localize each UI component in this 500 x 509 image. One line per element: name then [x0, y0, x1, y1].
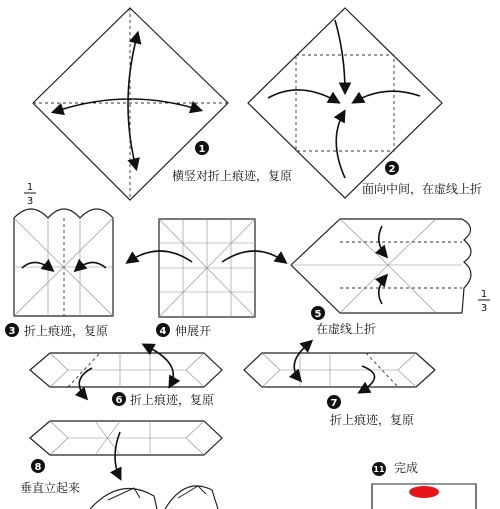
step-6-figure — [30, 348, 222, 398]
step-11-figure — [372, 484, 476, 509]
step-2-label: 面向中间，在虚线上折 — [362, 182, 483, 196]
fraction-denominator: 3 — [26, 196, 34, 207]
fraction-right-mid — [478, 289, 490, 314]
step-4-number: 4 — [159, 326, 167, 337]
step-3-badge — [5, 323, 19, 337]
step-1-label: 横竖对折上痕迹，复原 — [172, 169, 293, 183]
step-7-number: 7 — [330, 398, 338, 409]
fraction-numerator: 1 — [480, 289, 488, 300]
step-7-badge — [327, 395, 341, 409]
step-5-badge — [311, 306, 325, 320]
step-6-number: 6 — [115, 395, 123, 406]
step-6-badge — [112, 392, 126, 406]
step-4-badge — [156, 323, 170, 337]
step-3-figure — [14, 209, 113, 316]
step-3-number: 3 — [8, 326, 16, 337]
step-8-figure — [30, 421, 222, 478]
step-1-number: 1 — [198, 144, 206, 155]
step-7-figure — [244, 346, 435, 392]
step-3-label: 折上痕迹，复原 — [24, 324, 109, 338]
step-9-figure-cropped — [90, 488, 157, 509]
step-1-badge — [195, 141, 209, 155]
step-11-badge — [372, 462, 386, 476]
red-dot — [409, 486, 439, 498]
step-5-figure — [291, 219, 471, 313]
step-2-badge — [385, 161, 399, 175]
step-11-label: 完成 — [394, 461, 419, 475]
step-8-badge — [31, 459, 45, 473]
fraction-left-top — [24, 182, 36, 207]
step-4-figure — [128, 219, 285, 317]
fraction-numerator: 1 — [26, 182, 34, 193]
step-11-number: 11 — [373, 465, 385, 474]
step-8-number: 8 — [34, 462, 42, 473]
step-10-figure-cropped — [165, 486, 218, 509]
step-5-label: 在虚线上折 — [316, 322, 377, 336]
step-4-label: 伸展开 — [175, 324, 212, 338]
step-8-label: 垂直立起来 — [20, 481, 81, 495]
step-7-label: 折上痕迹，复原 — [330, 413, 415, 427]
step-6-label: 折上痕迹，复原 — [130, 393, 215, 407]
fraction-denominator: 3 — [480, 303, 488, 314]
step-2-number: 2 — [388, 164, 396, 175]
step-5-number: 5 — [314, 309, 322, 320]
